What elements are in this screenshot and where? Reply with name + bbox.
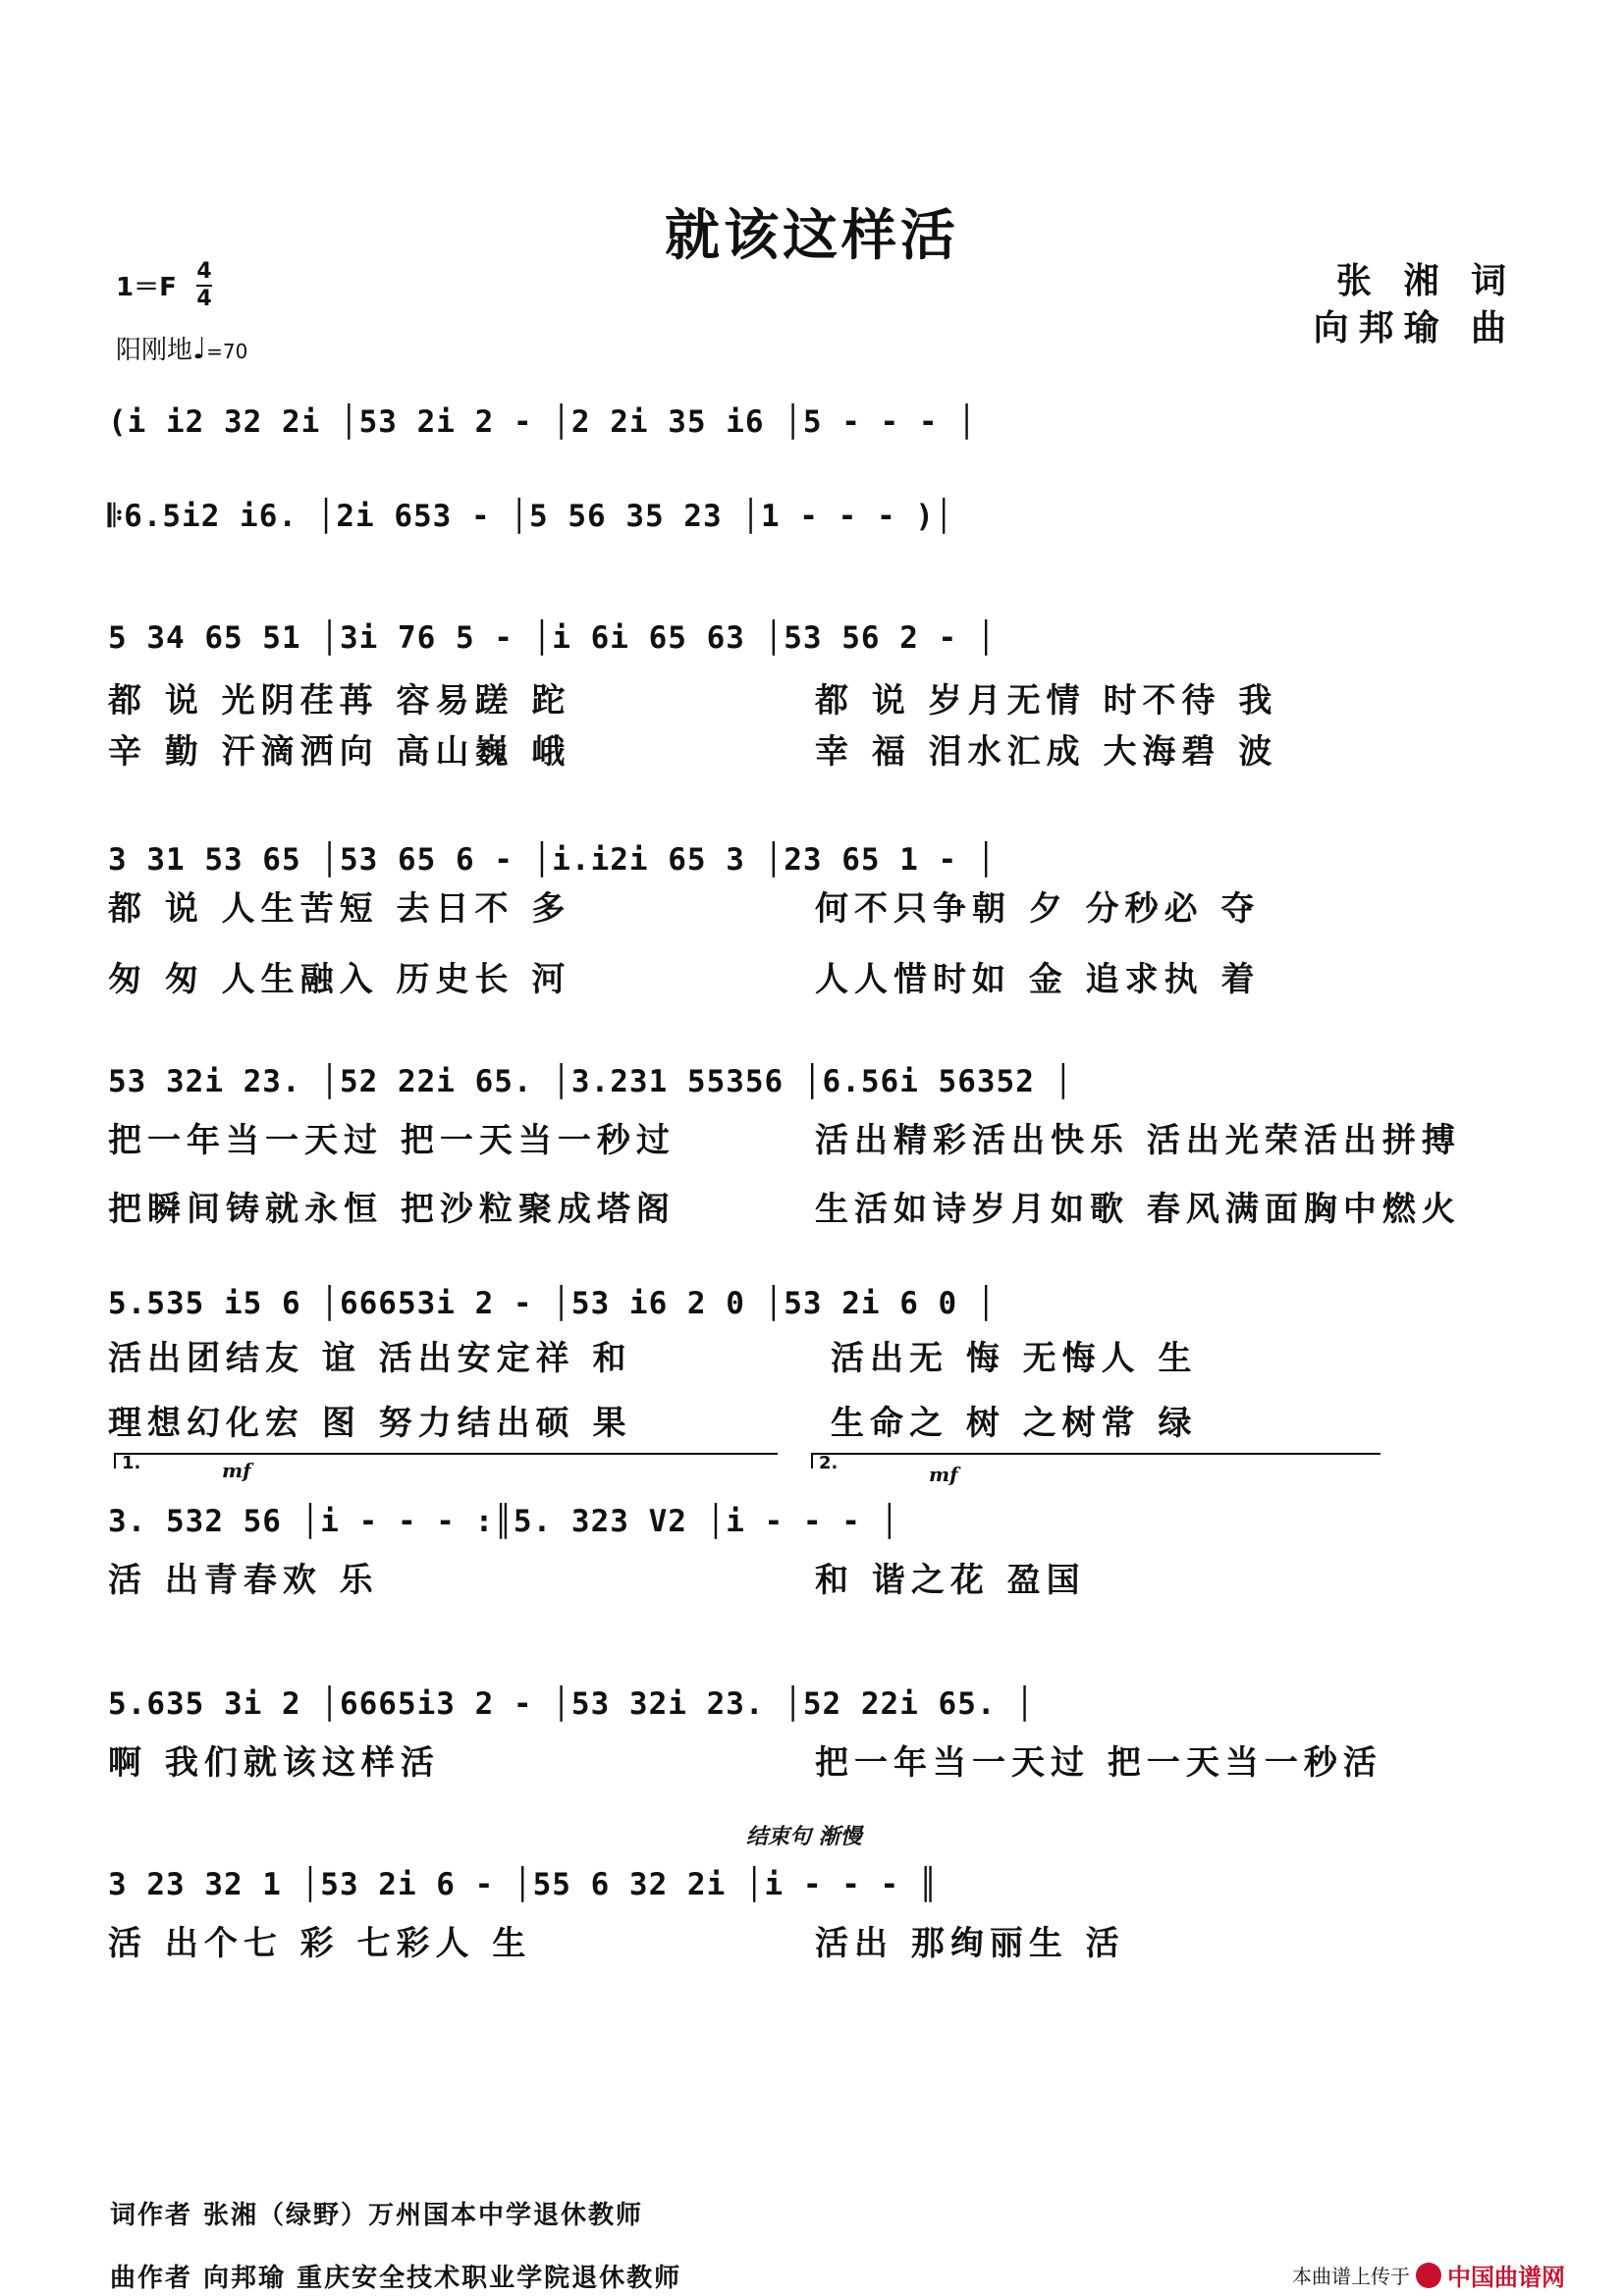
lyric-line-2a: 把瞬间铸就永恒 把沙粒聚成塔阁 <box>108 1190 676 1229</box>
notation-line: 5.535 i5 6 │66653i 2 - │53 i6 2 0 │53 2i 6 0 │ <box>108 1286 997 1321</box>
notation-line: (i i2 32 2i │53 2i 2 - │2 2i 35 i6 │5 - - - │ <box>108 404 977 440</box>
notation-line: 3 31 53 65 │53 65 6 - │i.i2i 65 3 │23 65 1 - │ <box>108 842 997 878</box>
ending-instruction: 结束句 渐慢 <box>746 1824 862 1849</box>
time-signature-bottom: 4 <box>196 287 212 311</box>
footer-composer-note: 曲作者 向邦瑜 重庆安全技术职业学院退休教师 <box>110 2264 682 2293</box>
volta-second-label: 2. <box>819 1453 839 1473</box>
lyric-line-1a: 啊 我们就该这样活 <box>108 1743 440 1783</box>
lyric-line-1b: 都 说 岁月无情 时不待 我 <box>815 681 1278 721</box>
volta-first-label: 1. <box>122 1453 141 1473</box>
volta-second-ending <box>811 1453 1380 1473</box>
lyric-line-1a: 活 出个七 彩 七彩人 生 <box>108 1924 532 1963</box>
lyric-line-1a: 都 说 人生苦短 去日不 多 <box>108 889 571 929</box>
footer-lyricist-note: 词作者 张湘（绿野）万州国本中学退休教师 <box>110 2201 644 2230</box>
site-logo-icon <box>1416 2263 1441 2288</box>
key-signature: 1＝F <box>116 273 177 302</box>
lyric-line-1b: 活出 那绚丽生 活 <box>815 1924 1125 1963</box>
notation-line: 𝄆6.5i2 i6. │2i 653 - │5 56 35 23 │1 - - - )│ <box>108 499 954 534</box>
lyric-line-2b: 幸 福 泪水汇成 大海碧 波 <box>815 732 1278 772</box>
lyric-line-1b: 和 谐之花 盈国 <box>815 1561 1086 1600</box>
lyric-line-1b: 活出无 悔 无悔人 生 <box>831 1339 1198 1378</box>
site-watermark <box>1292 2258 1565 2292</box>
notation-line: 3. 532 56 │i - - - :║5. 323 V2 │i - - - │ <box>108 1504 900 1539</box>
notation-line: 53 32i 23. │52 22i 65. │3.231 55356 │6.56i 56352 │ <box>108 1064 1074 1099</box>
site-name: 中国曲谱网 <box>1447 2264 1565 2291</box>
lyric-line-1a: 活出团结友 谊 活出安定祥 和 <box>108 1339 632 1378</box>
notation-line: 5 34 65 51 │3i 76 5 - │i 6i 65 63 │53 56 2 - │ <box>108 620 997 656</box>
lyricist-credit: 张 湘 词 <box>1335 260 1516 301</box>
upload-text: 本曲谱上传于 <box>1292 2265 1410 2288</box>
song-title: 就该这样活 <box>665 203 959 268</box>
lyric-line-1b: 活出精彩活出快乐 活出光荣活出拼搏 <box>815 1121 1461 1160</box>
time-signature-top: 4 <box>196 259 212 284</box>
lyric-line-1b: 把一年当一天过 把一天当一秒活 <box>815 1743 1382 1783</box>
lyric-line-1a: 把一年当一天过 把一天当一秒过 <box>108 1121 676 1160</box>
tempo-marking <box>116 330 247 366</box>
lyric-line-2a: 辛 勤 汗滴洒向 高山巍 峨 <box>108 732 571 772</box>
lyric-line-1a: 都 说 光阴荏苒 容易蹉 跎 <box>108 681 571 721</box>
lyric-line-2a: 理想幻化宏 图 努力结出硕 果 <box>108 1404 632 1443</box>
composer-credit: 向邦瑜 曲 <box>1313 307 1516 348</box>
lyric-line-1a: 活 出青春欢 乐 <box>108 1561 379 1600</box>
time-signature <box>196 261 212 310</box>
lyric-line-2a: 匆 匆 人生融入 历史长 河 <box>108 960 571 999</box>
lyric-line-2b: 人人惜时如 金 追求执 着 <box>815 960 1261 999</box>
dynamic-mf-2: mf <box>929 1463 958 1486</box>
tempo-text: 阳刚地 <box>116 336 193 365</box>
tempo-value: =70 <box>206 340 248 363</box>
lyric-line-1b: 何不只争朝 夕 分秒必 夺 <box>815 889 1261 929</box>
lyric-line-2b: 生命之 树 之树常 绿 <box>831 1404 1198 1443</box>
notation-line: 5.635 3i 2 │6665i3 2 - │53 32i 23. │52 22i 65. │ <box>108 1686 1035 1722</box>
quarter-note-icon: ♩ <box>192 332 207 366</box>
notation-line: 3 23 32 1 │53 2i 6 - │55 6 32 2i │i - - - ║ <box>108 1867 939 1902</box>
dynamic-mf-1: mf <box>222 1459 251 1482</box>
lyric-line-2b: 生活如诗岁月如歌 春风满面胸中燃火 <box>815 1190 1461 1229</box>
